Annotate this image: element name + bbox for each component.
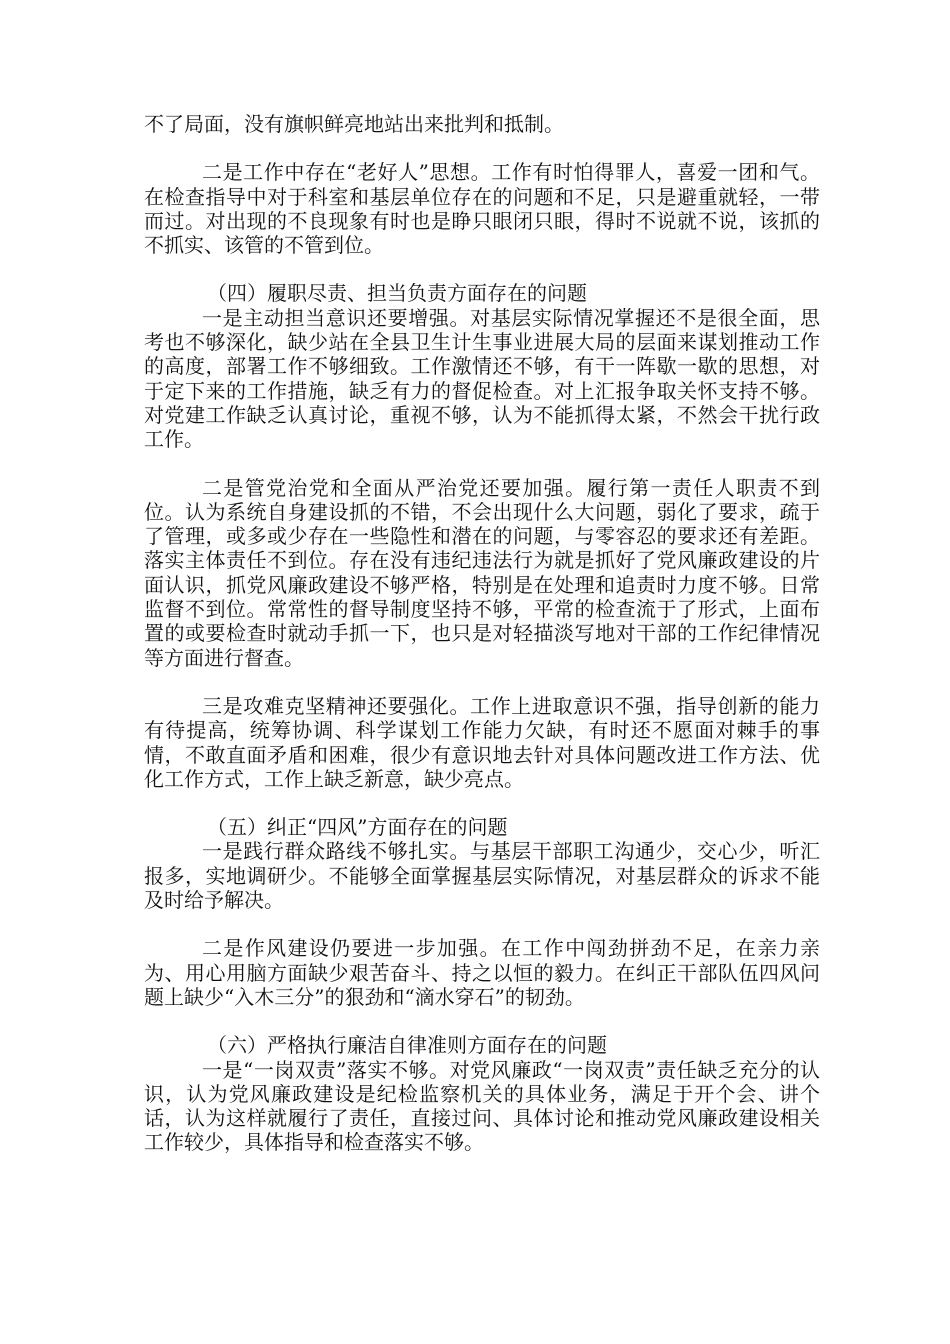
document-page [144, 112, 820, 1155]
paragraph-mass-line: 一是践行群众路线不够扎实。与基层干部职工沟通少，交心少，听汇报多，实地调研少。不能够全面掌握基层实际情况，对基层群众的诉求不能及时给予解决。 [144, 839, 820, 913]
section-heading-5: （五）纠正“四风”方面存在的问题 [207, 815, 508, 840]
paragraph-initiative: 一是主动担当意识还要增强。对基层实际情况掌握还不是很全面，思考也不够深化，缺少站在全县卫生计生事业进展大局的层面来谋划推动工作的高度，部署工作不够细致。工作激情还不够，有干一阵歇一歇的思想，对于定下来的工作措施，缺乏有力的督促检查。对上汇报争取关怀支持不够。对党建工作缺乏认真讨论，重视不够，认为不能抓得太紧，不然会干扰行政工作。 [144, 305, 820, 452]
paragraph-work-style: 二是作风建设仍要进一步加强。在工作中闯劲拼劲不足，在亲力亲为、用心用脑方面缺少艰苦奋斗、持之以恒的毅力。在纠正干部队伍四风问题上缺少“入木三分”的狠劲和“滴水穿石”的韧劲。 [144, 936, 820, 1009]
paragraph-dual-responsibility: 一是“一岗双责”落实不够。对党风廉政“一岗双责”责任缺乏充分的认识，认为党风廉政建设是纪检监察机关的具体业务，满足于开个会、讲个话，认为这样就履行了责任，直接过问、具体讨论和推动党风廉政建设相关工作较少，具体指导和检查落实不够。 [144, 1057, 820, 1155]
paragraph-party-governance: 二是管党治党和全面从严治党还要加强。履行第一责任人职责不到位。认为系统自身建设抓的不错，不会出现什么大问题，弱化了要求，疏于了管理，或多或少存在一些隐性和潜在的问题，与零容忍的要求还有差距。落实主体责任不到位。存在没有违纪违法行为就是抓好了党风廉政建设的片面认识，抓党风廉政建设不够严格，特别是在处理和追责时力度不够。日常监督不到位。常常性的督导制度坚持不够，平常的检查流于了形式，上面布置的或要检查时就动手抓一下，也只是对轻描淡写地对干部的工作纪律情况等方面进行督查。 [144, 475, 820, 670]
section-heading-6: （六）严格执行廉洁自律准则方面存在的问题 [207, 1033, 607, 1058]
paragraph-old-good-person: 二是工作中存在“老好人”思想。工作有时怕得罪人，喜爱一团和气。在检查指导中对于科室和基层单位存在的问题和不足，只是避重就轻，一带而过。对出现的不良现象有时也是睁只眼闭只眼，得时不说就不说，该抓的不抓实、该管的不管到位。 [144, 160, 820, 258]
paragraph-tackling-difficulties: 三是攻难克坚精神还要强化。工作上进取意识不强，指导创新的能力有待提高，统筹协调、科学谋划工作能力欠缺，有时还不愿面对棘手的事情，不敢直面矛盾和困难，很少有意识地去针对具体问题改进工作方法、优化工作方式，工作上缺乏新意，缺少亮点。 [144, 693, 820, 791]
section-heading-4: （四）履职尽责、担当负责方面存在的问题 [207, 281, 587, 306]
paragraph-continuation: 不了局面，没有旗帜鲜亮地站出来批判和抵制。 [144, 112, 564, 136]
